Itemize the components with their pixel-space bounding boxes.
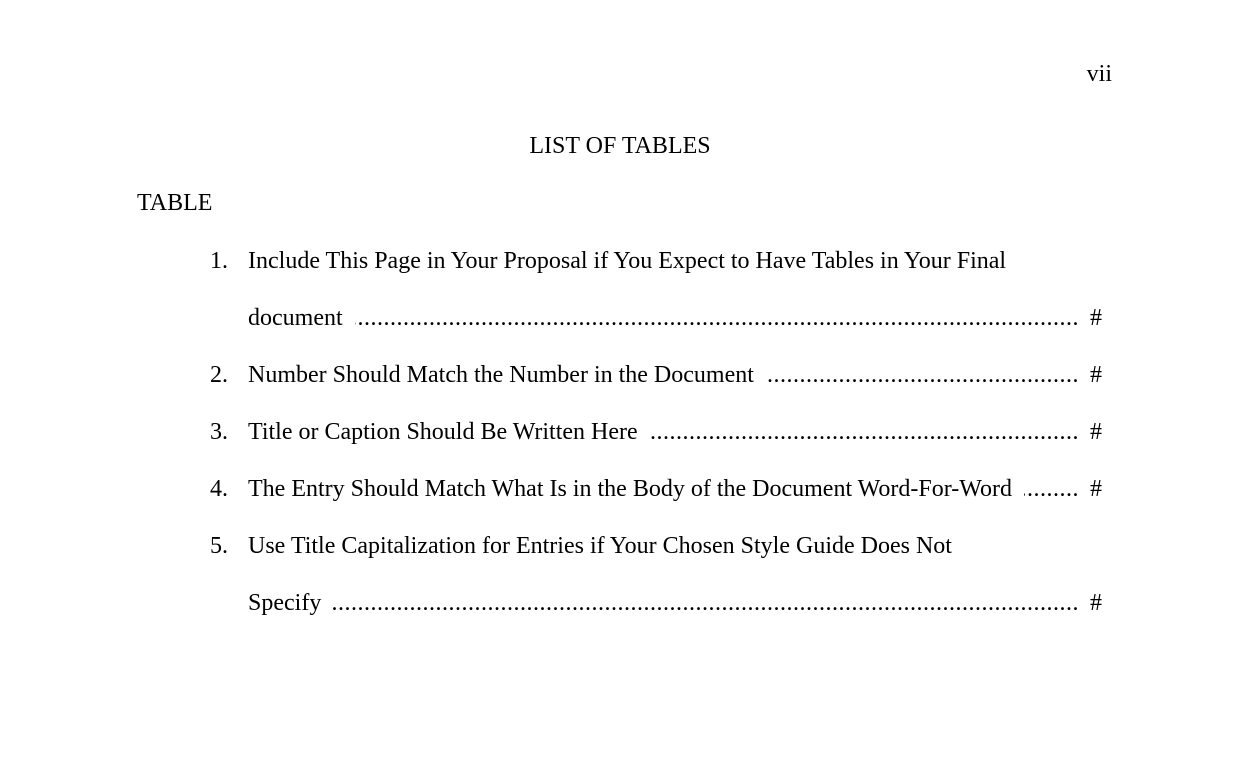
list-item[interactable] (0, 531, 1244, 645)
page-title: LIST OF TABLES (529, 133, 711, 159)
entry-title-continued: document (248, 303, 355, 333)
entry-number: 4. (210, 476, 228, 502)
list-item[interactable] (0, 246, 1244, 360)
dot-leader (650, 417, 1079, 447)
list-item[interactable] (0, 417, 1244, 474)
entry-page-number: # (1090, 590, 1102, 616)
dot-leader (355, 303, 1079, 333)
entry-number: 5. (210, 533, 228, 559)
entry-page-number: # (1090, 419, 1102, 445)
column-header: TABLE (137, 190, 213, 216)
page-number: vii (1086, 61, 1112, 87)
list-item[interactable] (0, 360, 1244, 417)
table-list (0, 246, 1244, 645)
entry-page-number: # (1090, 362, 1102, 388)
entry-title: Include This Page in Your Proposal if You Expect to Have Tables in Your Final (248, 248, 1007, 274)
entry-title: The Entry Should Match What Is in the Body of the Document Word-For-Word (248, 474, 1024, 504)
entry-title: Title or Caption Should Be Written Here (248, 417, 650, 447)
entry-page-number: # (1090, 305, 1102, 331)
dot-leader (1024, 474, 1079, 504)
dot-leader (766, 360, 1079, 390)
entry-number: 2. (210, 362, 228, 388)
list-item[interactable] (0, 474, 1244, 531)
entry-page-number: # (1090, 476, 1102, 502)
entry-number: 3. (210, 419, 228, 445)
entry-title-continued: Specify (248, 588, 333, 618)
dot-leader (333, 588, 1079, 618)
entry-title: Number Should Match the Number in the Document (248, 360, 766, 390)
entry-number: 1. (210, 248, 228, 274)
entry-title: Use Title Capitalization for Entries if Your Chosen Style Guide Does Not (248, 533, 952, 559)
